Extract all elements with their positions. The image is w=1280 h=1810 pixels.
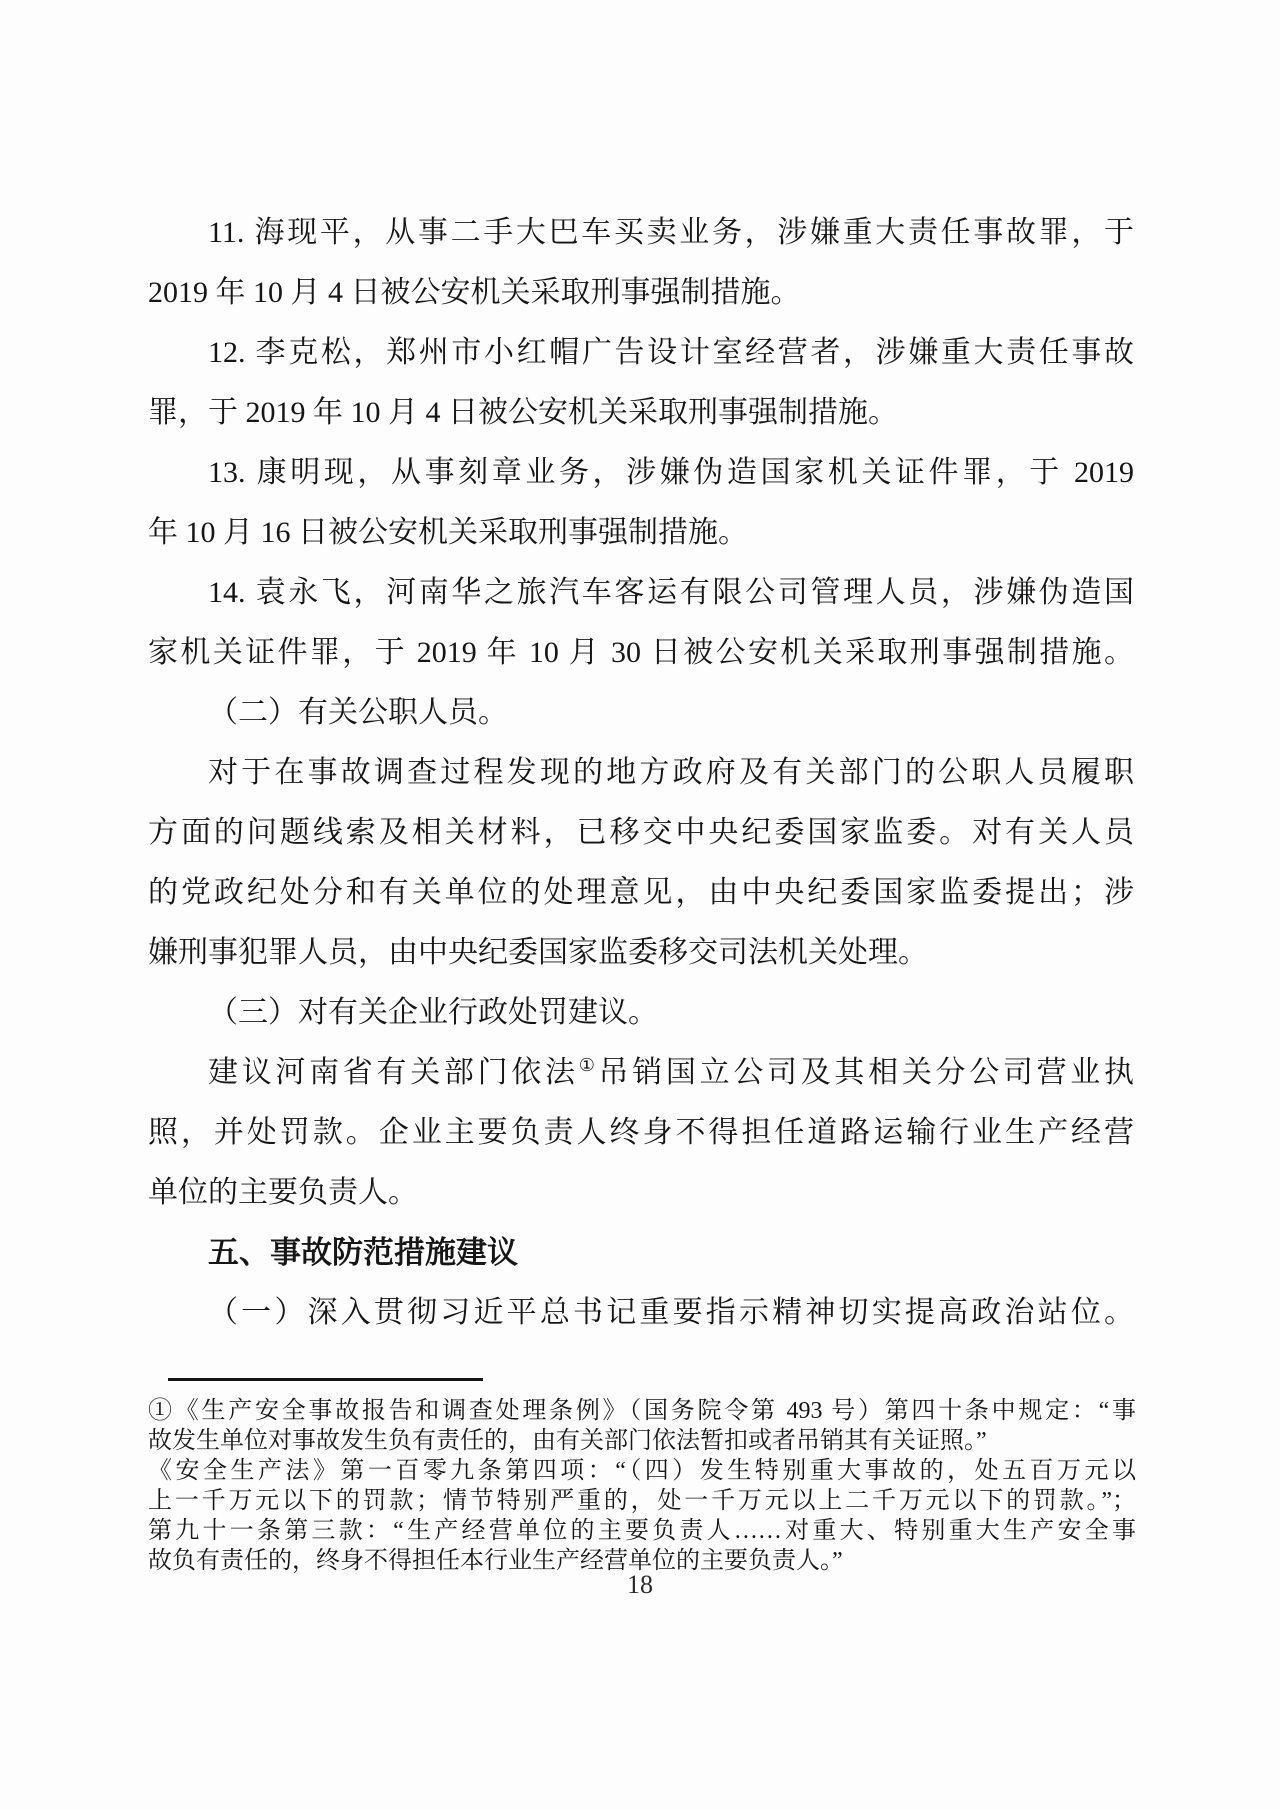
penalty-para-line-2: 照，并处罚款。企业主要负责人终身不得担任道路运输行业生产经营 (148, 1116, 1134, 1149)
penalty-text-after-ref: 吊销国立公司及其相关分公司营业执 (598, 1056, 1134, 1089)
para-13-line-1: 13. 康明现，从事刻章业务，涉嫌伪造国家机关证件罪，于 2019 (208, 456, 1134, 489)
para-11-line-2: 2019 年 10 月 4 日被公安机关采取刑事强制措施。 (148, 276, 801, 309)
footnote-line-2: 故发生单位对事故发生负有责任的，由有关部门依法暂扣或者吊销其有关证照。” (148, 1428, 987, 1454)
para-13-line-2: 年 10 月 16 日被公安机关采取刑事强制措施。 (148, 516, 748, 549)
footnote-line-1: ①《生产安全事故报告和调查处理条例》（国务院令第 493 号）第四十条中规定：“事 (148, 1398, 1136, 1424)
section-5-heading: 五、事故防范措施建议 (208, 1235, 518, 1270)
para-11-line-1: 11. 海现平，从事二手大巴车买卖业务，涉嫌重大责任事故罪，于 (208, 216, 1134, 249)
para-12-line-2: 罪，于 2019 年 10 月 4 日被公安机关采取刑事强制措施。 (148, 396, 898, 429)
officials-para-line-2: 方面的问题线索及相关材料，已移交中央纪委国家监委。对有关人员 (148, 816, 1134, 849)
footnote-reference-mark: ① (578, 1055, 599, 1075)
para-12-line-1: 12. 李克松，郑州市小红帽广告设计室经营者，涉嫌重大责任事故 (208, 336, 1134, 369)
footnote-line-6: 故负有责任的，终身不得担任本行业生产经营单位的主要负责人。” (148, 1548, 843, 1574)
footnote-line-3: 《安全生产法》第一百零九条第四项：“（四）发生特别重大事故的，处五百万元以 (148, 1458, 1136, 1484)
footnote-separator (168, 1378, 483, 1381)
footnote-line-4: 上一千万元以下的罚款；情节特别严重的，处一千万元以上二千万元以下的罚款。”； (148, 1488, 1136, 1514)
page-number: 18 (627, 1570, 653, 1599)
penalty-para-line-1 (148, 1043, 1134, 1103)
para-14-line-2: 家机关证件罪，于 2019 年 10 月 30 日被公安机关采取刑事强制措施。 (148, 636, 1134, 669)
penalty-para-line-3: 单位的主要负责人。 (148, 1176, 418, 1209)
para-14-line-1: 14. 袁永飞，河南华之旅汽车客运有限公司管理人员，涉嫌伪造国 (208, 576, 1134, 609)
subsection-1-heading: （一）深入贯彻习近平总书记重要指示精神切实提高政治站位。 (208, 1296, 1134, 1329)
footnote-line-5: 第九十一条第三款：“生产经营单位的主要负责人……对重大、特别重大生产安全事 (148, 1518, 1136, 1544)
officials-para-line-4: 嫌刑事犯罪人员，由中央纪委国家监委移交司法机关处理。 (148, 936, 928, 969)
officials-para-line-1: 对于在事故调查过程发现的地方政府及有关部门的公职人员履职 (208, 756, 1134, 789)
penalty-text-before-ref: 建议河南省有关部门依法 (208, 1056, 579, 1089)
footnote-block (148, 1396, 1136, 1576)
subsection-3-heading: （三）对有关企业行政处罚建议。 (208, 996, 658, 1029)
document-body (148, 203, 1134, 1343)
subsection-2-heading: （二）有关公职人员。 (208, 696, 508, 729)
officials-para-line-3: 的党政纪处分和有关单位的处理意见，由中央纪委国家监委提出；涉 (148, 876, 1134, 909)
